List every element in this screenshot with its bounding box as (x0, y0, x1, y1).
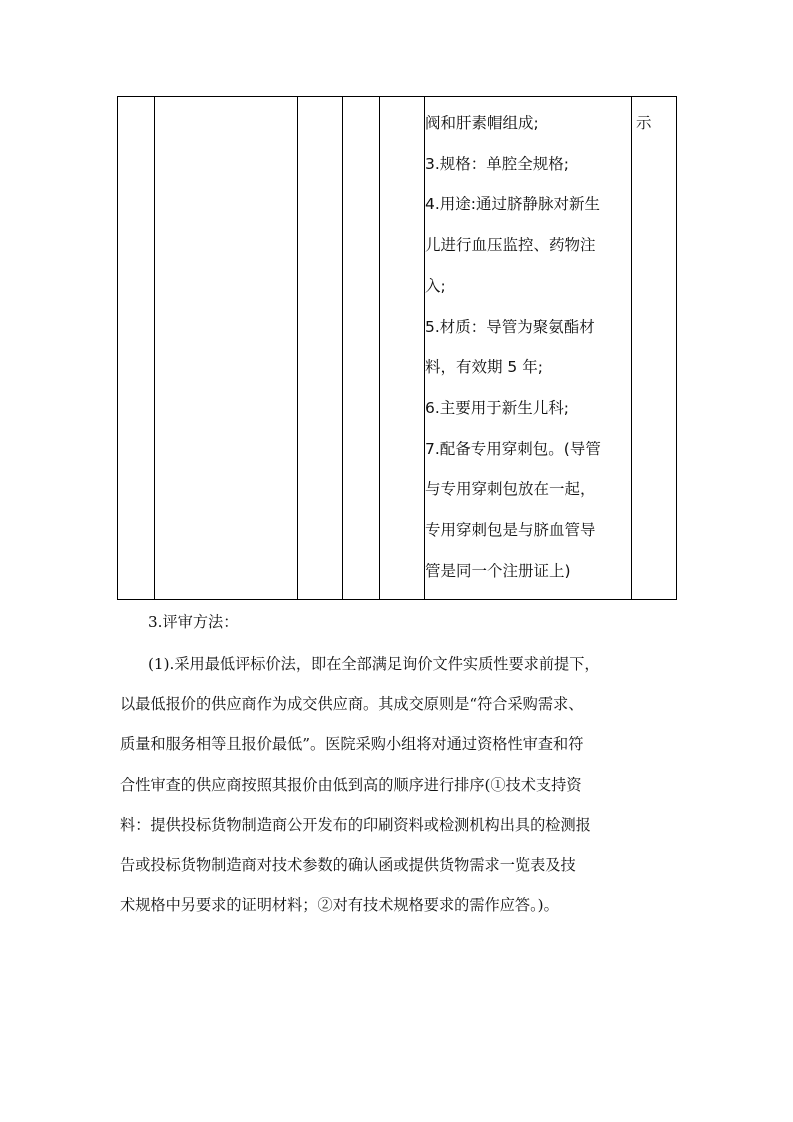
spec-line: 3.规格：单腔全规格; (425, 154, 570, 173)
spec-line: 入; (425, 276, 446, 295)
column-divider (342, 97, 343, 599)
spec-cell (425, 103, 633, 591)
section-heading: 3.评审方法： (148, 613, 239, 631)
note-cell: 示 (636, 114, 652, 132)
spec-line: 管是同一个注册证上) (425, 561, 571, 580)
spec-line: 5.材质：导管为聚氨酯材 (425, 317, 595, 336)
spec-line: 儿进行血压监控、药物注 (425, 236, 596, 255)
spec-line: 专用穿刺包是与脐血管导 (425, 521, 596, 540)
paragraph-line: 以最低报价的供应商作为成交供应商。其成交原则是“符合采购需求、 (120, 695, 584, 714)
paragraph-line: 告或投标货物制造商对技术参数的确认函或提供货物需求一览表及技 (120, 856, 576, 875)
paragraph-line: (1).采用最低评标价法，即在全部满足询价文件实质性要求前提下， (148, 655, 600, 673)
requirements-table (117, 96, 677, 600)
column-divider (297, 97, 298, 599)
spec-line: 阀和肝素帽组成; (425, 114, 539, 132)
paragraph-line: 质量和服务相等且报价最低”。医院采购小组将对通过资格性审查和符 (120, 735, 584, 754)
paragraph-line: 料：提供投标货物制造商公开发布的印刷资料或检测机构出具的检测报 (120, 815, 591, 834)
paragraph-line: 术规格中另要求的证明材料；②对有技术规格要求的需作应答。)。 (120, 896, 559, 915)
spec-line: 4.用途:通过脐静脉对新生 (425, 195, 601, 214)
evaluation-paragraph (120, 644, 680, 925)
spec-line: 6.主要用于新生儿科; (425, 398, 570, 417)
column-divider (379, 97, 380, 599)
spec-line: 料，有效期 5 年; (425, 358, 543, 377)
paragraph-line: 合性审查的供应商按照其报价由低到高的顺序进行排序(①技术支持资 (120, 775, 582, 794)
spec-line: 7.配备专用穿刺包。(导管 (425, 439, 601, 458)
spec-line: 与专用穿刺包放在一起， (425, 480, 596, 499)
column-divider (154, 97, 155, 599)
